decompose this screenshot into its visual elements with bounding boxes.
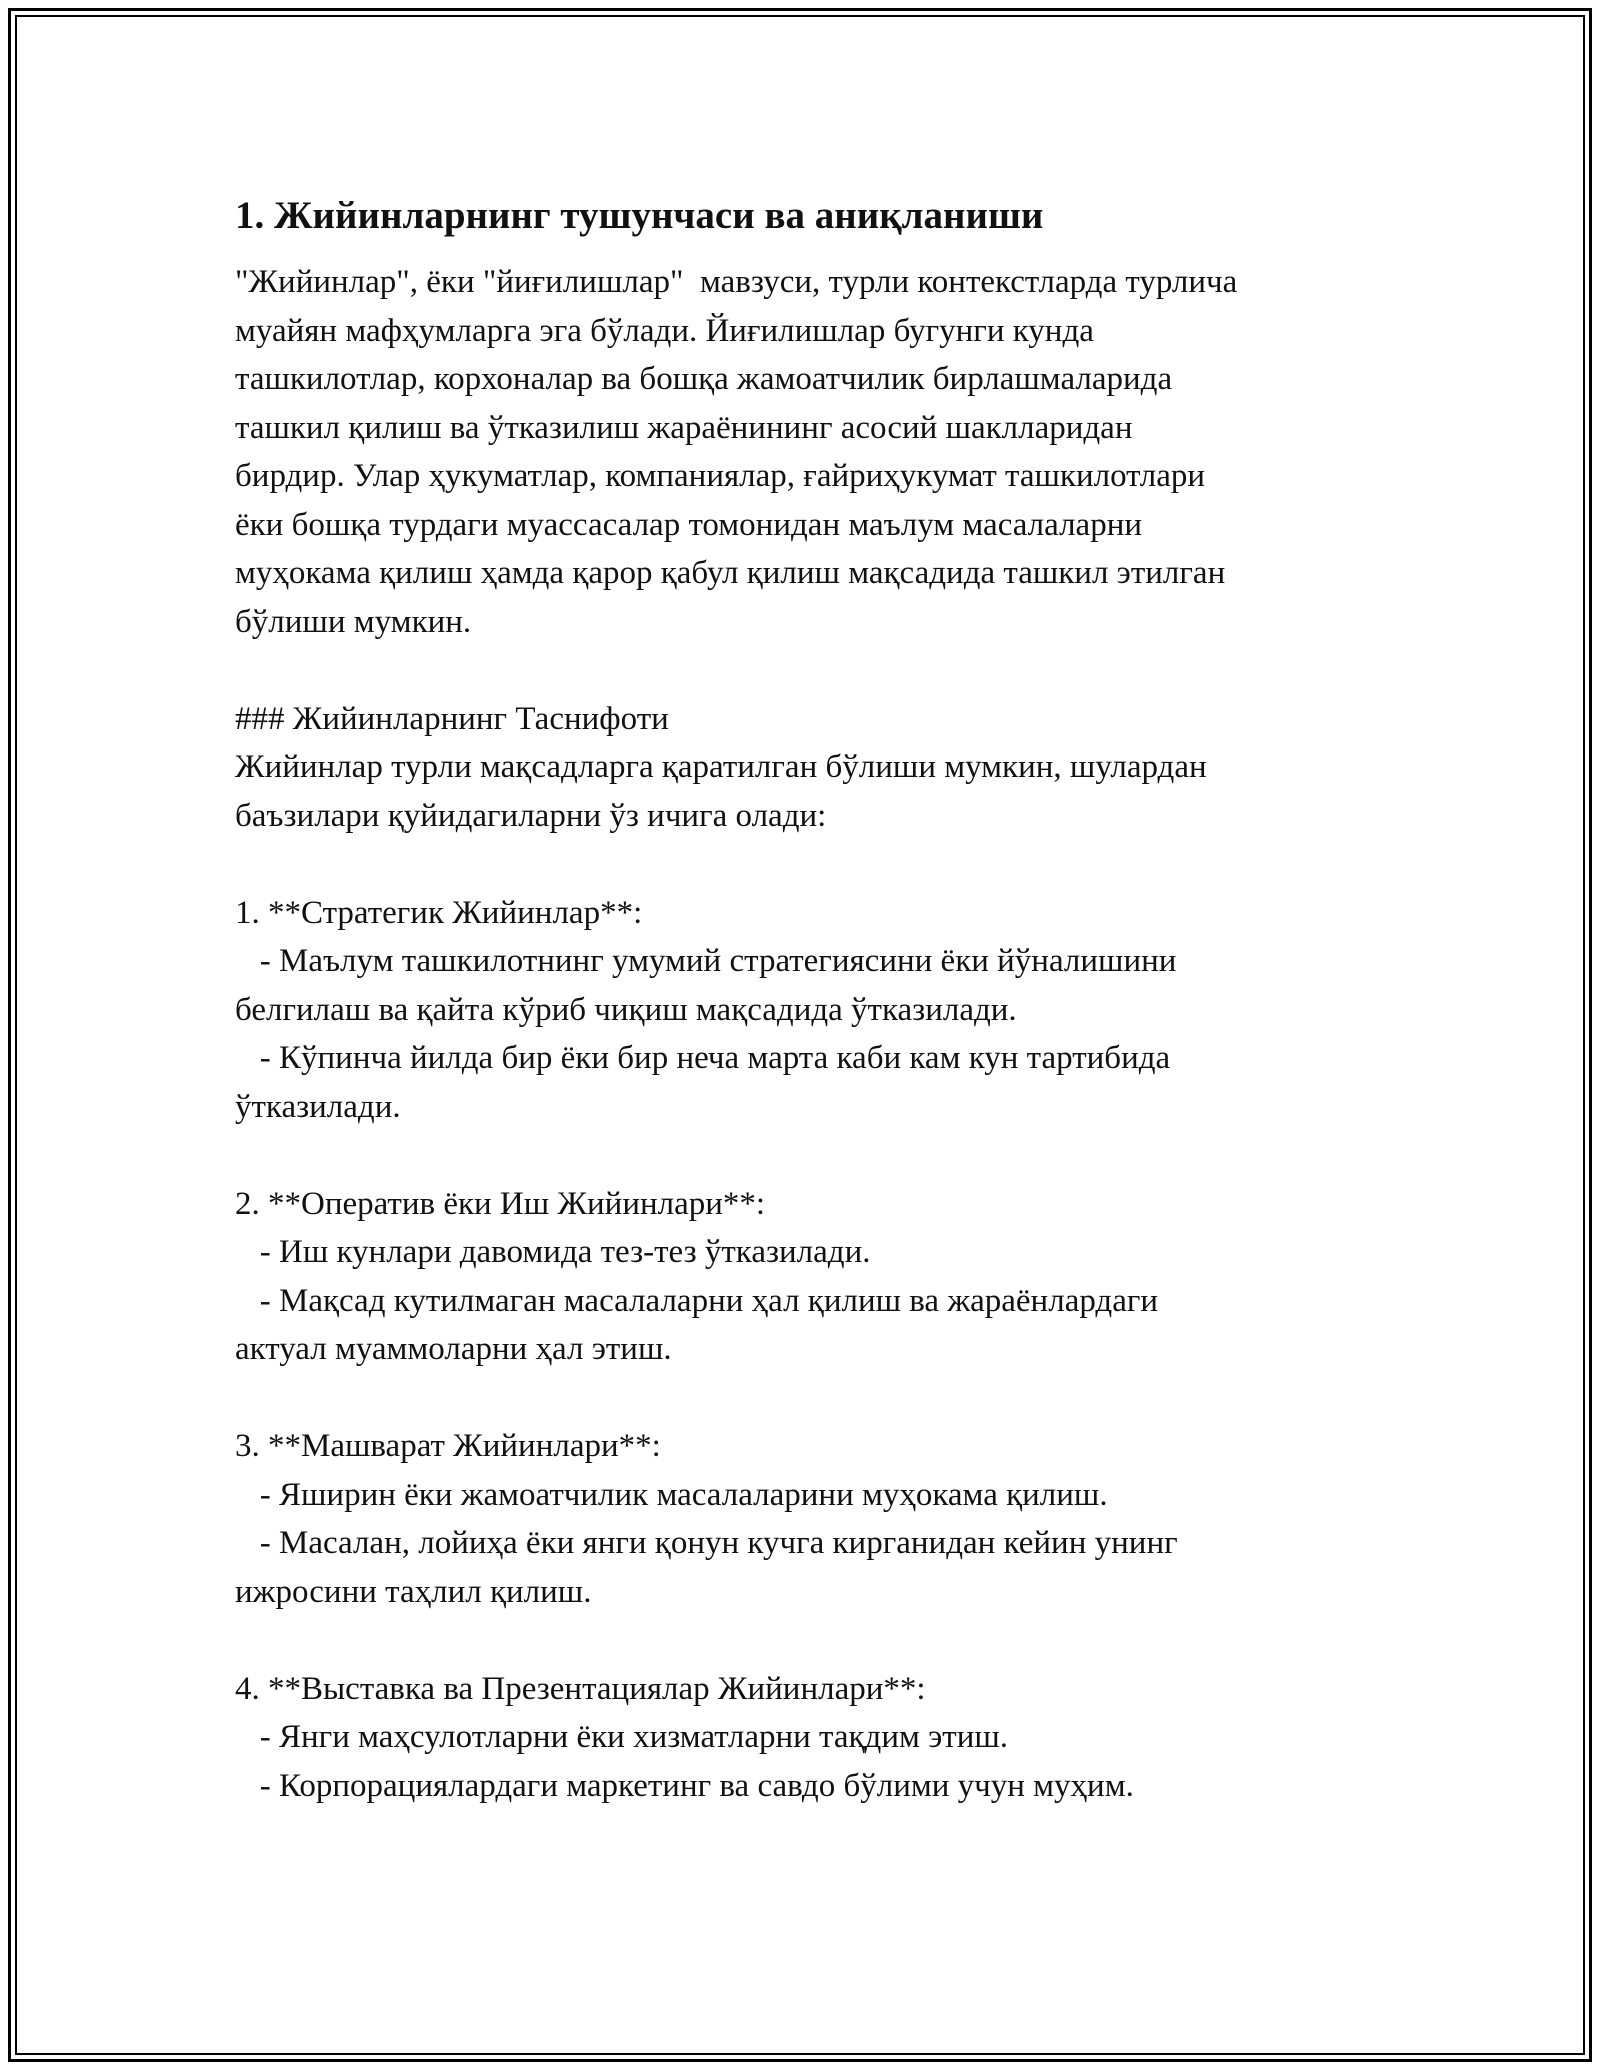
text-line: - Корпорациялардаги маркетинг ва савдо бўлими учун муҳим. xyxy=(235,1767,1134,1804)
text-line: баъзилари қуйидагиларни ўз ичига олади: xyxy=(235,797,827,834)
text-line: "Жийинлар", ёки "йиғилишлар" мавзуси, турли контекстларда турлича xyxy=(235,264,1238,300)
document-title: 1. Жийинларнинг тушунчаси ва аниқланиши xyxy=(235,194,1044,237)
blank-line xyxy=(235,1616,1385,1665)
text-line: Жийинлар турли мақсадларга қаратилган бўлиши мумкин, шулардан xyxy=(235,749,1207,785)
text-line: ### Жийинларнинг Таснифоти xyxy=(235,700,669,737)
document-text xyxy=(235,258,1385,1810)
text-line: 3. **Машварат Жийинлари**: xyxy=(235,1428,661,1464)
text-line: муҳокама қилиш ҳамда қарор қабул қилиш мақсадида ташкил этилган xyxy=(235,555,1226,591)
text-line: 4. **Выставка ва Презентациялар Жийинлари**: xyxy=(235,1670,926,1707)
text-line: 2. **Оператив ёки Иш Жийинлари**: xyxy=(235,1185,766,1222)
blank-line xyxy=(235,840,1385,889)
text-line: ёки бошқа турдаги муассасалар томонидан маълум масалаларни xyxy=(235,506,1143,543)
text-line: ижросини таҳлил қилиш. xyxy=(235,1573,592,1610)
text-line: ўтказилади. xyxy=(235,1088,401,1125)
text-line: 1. **Стратегик Жийинлар**: xyxy=(235,894,643,931)
text-line: ташкил қилиш ва ўтказилиш жараёнининг асосий шаклларидан xyxy=(235,409,1133,446)
text-line: белгилаш ва қайта кўриб чиқиш мақсадида ўтказилади. xyxy=(235,991,1017,1028)
text-line: актуал муаммоларни ҳал этиш. xyxy=(235,1331,672,1367)
blank-line xyxy=(235,1131,1385,1180)
text-line: муайян мафҳумларга эга бўлади. Йиғилишлар бугунги кунда xyxy=(235,312,1094,349)
text-line: - Масалан, лойиҳа ёки янги қонун кучга кирганидан кейин унинг xyxy=(235,1525,1178,1561)
text-line: бирдир. Улар ҳукуматлар, компаниялар, ғайриҳукумат ташкилотлари xyxy=(235,458,1206,494)
text-line: - Яширин ёки жамоатчилик масалаларини муҳокама қилиш. xyxy=(235,1476,1108,1513)
text-line: - Мақсад кутилмаган масалаларни ҳал қилиш ва жараёнлардаги xyxy=(235,1282,1159,1319)
text-line: ташкилотлар, корхоналар ва бошқа жамоатчилик бирлашмаларида xyxy=(235,361,1173,397)
text-line: бўлиши мумкин. xyxy=(235,603,472,640)
text-line: - Кўпинча йилда бир ёки бир неча марта каби кам кун тартибида xyxy=(235,1040,1171,1076)
text-line: - Янги маҳсулотларни ёки хизматларни тақдим этиш. xyxy=(235,1719,1009,1755)
blank-line xyxy=(235,1374,1385,1423)
text-line: - Маълум ташкилотнинг умумий стратегиясини ёки йўналишини xyxy=(235,943,1177,979)
text-line: - Иш кунлари давомида тез-тез ўтказилади. xyxy=(235,1234,871,1270)
blank-line xyxy=(235,646,1385,695)
document-body xyxy=(235,190,1385,1810)
